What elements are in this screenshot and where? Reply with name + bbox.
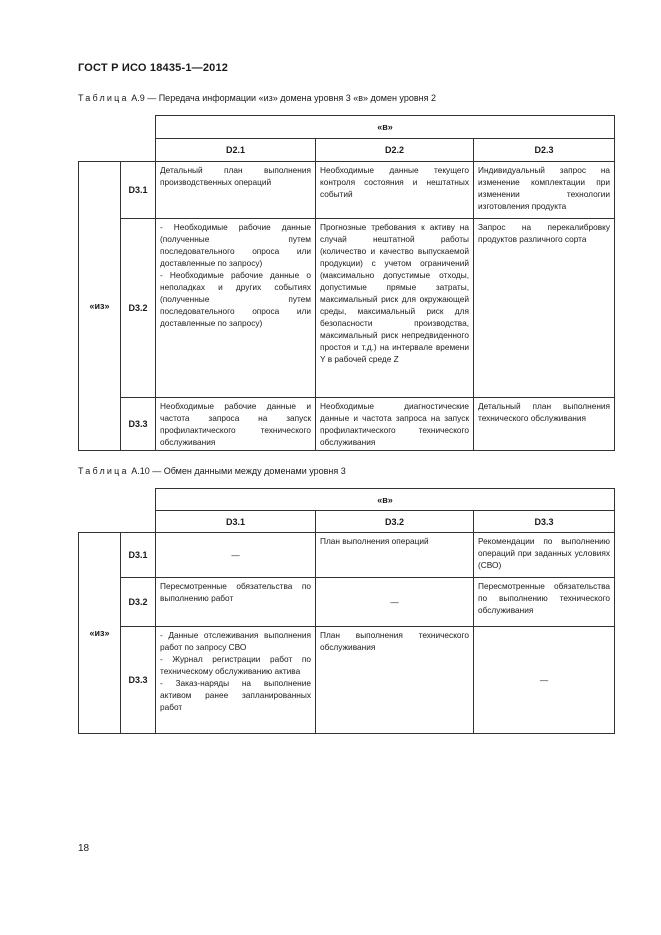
cell-paragraph: Рекомендации по выполнению операций при заданных условиях (СВО) <box>478 536 611 570</box>
cell-paragraph: Необходимые рабочие данные и частота запроса на запуск профилактического технического обслуживания <box>160 401 311 447</box>
table-row <box>79 162 615 219</box>
column-header: D2.1 <box>156 139 316 162</box>
table-cell <box>316 627 474 734</box>
cell-paragraph: Необходимые диагностические данные и частота запроса на запуск профилактического технического обслуживания <box>320 401 469 447</box>
page-number: 18 <box>78 843 90 854</box>
cell-paragraph: Индивидуальный запрос на изменение комплектации при изменении технологии изготовления продукта <box>478 165 611 211</box>
table-cell <box>156 162 316 219</box>
cell-paragraph: Детальный план выполнения технического обслуживания <box>478 401 611 423</box>
cell-paragraph: - Необходимые рабочие данные о неполадках и других событиях (полученные путем последовательного опроса или доставленные по запросу) <box>160 270 311 328</box>
corner-blank <box>79 489 156 511</box>
row-header: D3.2 <box>121 578 156 627</box>
cell-paragraph: Запрос на перекалибровку продуктов различного сорта <box>478 222 611 244</box>
table-cell <box>474 219 615 398</box>
table-cell <box>156 398 316 451</box>
row-header: D3.1 <box>121 162 156 219</box>
corner-blank <box>79 116 156 139</box>
table-row <box>79 533 615 578</box>
header-from: «из» <box>79 162 121 451</box>
corner-blank <box>79 511 156 533</box>
row-header: D3.3 <box>121 627 156 734</box>
table-cell <box>474 533 615 578</box>
table-a9-caption <box>78 93 436 103</box>
table-a10 <box>78 488 615 734</box>
cell-paragraph: — <box>390 597 399 607</box>
row-header: D3.1 <box>121 533 156 578</box>
header-to: «в» <box>156 116 615 139</box>
column-header: D2.2 <box>316 139 474 162</box>
header-to: «в» <box>156 489 615 511</box>
standard-title: ГОСТ Р ИСО 18435-1—2012 <box>78 62 229 74</box>
table-cell <box>316 578 474 627</box>
table-row <box>79 578 615 627</box>
corner-blank <box>79 139 156 162</box>
cell-paragraph: Пересмотренные обязательства по выполнению работ <box>160 581 311 603</box>
table-row <box>79 398 615 451</box>
cell-paragraph: — <box>231 550 240 560</box>
table-cell <box>316 162 474 219</box>
cell-paragraph: — <box>539 675 549 685</box>
cell-paragraph: Пересмотренные обязательства по выполнению технического обслуживания <box>478 581 611 615</box>
table-cell <box>156 578 316 627</box>
cell-paragraph: Необходимые данные текущего контроля состояния и нештатных событий <box>320 165 469 199</box>
column-header: D2.3 <box>474 139 615 162</box>
table-cell <box>316 219 474 398</box>
table-cell <box>156 533 316 578</box>
cell-paragraph: План выполнения операций <box>320 536 429 546</box>
cell-paragraph: - Заказ-наряды на выполнение активом ранее запланированных работ <box>160 678 311 712</box>
table-row <box>79 219 615 398</box>
table-a10-caption <box>78 466 346 476</box>
table-cell <box>474 162 615 219</box>
cell-paragraph: План выполнения технического обслуживания <box>320 630 469 652</box>
row-header: D3.2 <box>121 219 156 398</box>
caption-prefix: Таблица <box>78 93 129 103</box>
column-header: D3.1 <box>156 511 316 533</box>
caption-prefix: Таблица <box>78 466 129 476</box>
row-header: D3.3 <box>121 398 156 451</box>
caption-text: А.9 — Передача информации «из» домена уровня 3 «в» домен уровня 2 <box>128 93 436 103</box>
table-cell <box>474 627 615 734</box>
column-header: D3.2 <box>316 511 474 533</box>
cell-paragraph: Прогнозные требования к активу на случай нештатной работы (количество и качество выпускаемой продукции) с учетом ограничений (максимально допустимые отходы, допустимые прямые затраты, максимальный риск для окружающей среды, максимальный риск для безопасности производства, максимальный риск непредвиденного простоя и т.д.) на интервале времени Y в рабочей среде Z <box>320 222 469 364</box>
table-cell <box>474 398 615 451</box>
cell-paragraph: - Журнал регистрации работ по техническому обслуживанию актива <box>160 654 311 676</box>
cell-paragraph: - Необходимые рабочие данные (полученные путем последовательного опроса или доставленные по запросу) <box>160 222 311 268</box>
cell-paragraph: - Данные отслеживания выполнения работ по запросу СВО <box>160 630 311 652</box>
caption-text: А.10 — Обмен данными между доменами уровня 3 <box>128 466 346 476</box>
table-a9 <box>78 115 615 451</box>
table-cell <box>156 219 316 398</box>
column-header: D3.3 <box>474 511 615 533</box>
header-from: «из» <box>79 533 121 734</box>
table-row <box>79 627 615 734</box>
table-cell <box>156 627 316 734</box>
table-cell <box>316 533 474 578</box>
cell-paragraph: Детальный план выполнения производственных операций <box>160 165 311 187</box>
table-cell <box>316 398 474 451</box>
table-cell <box>474 578 615 627</box>
